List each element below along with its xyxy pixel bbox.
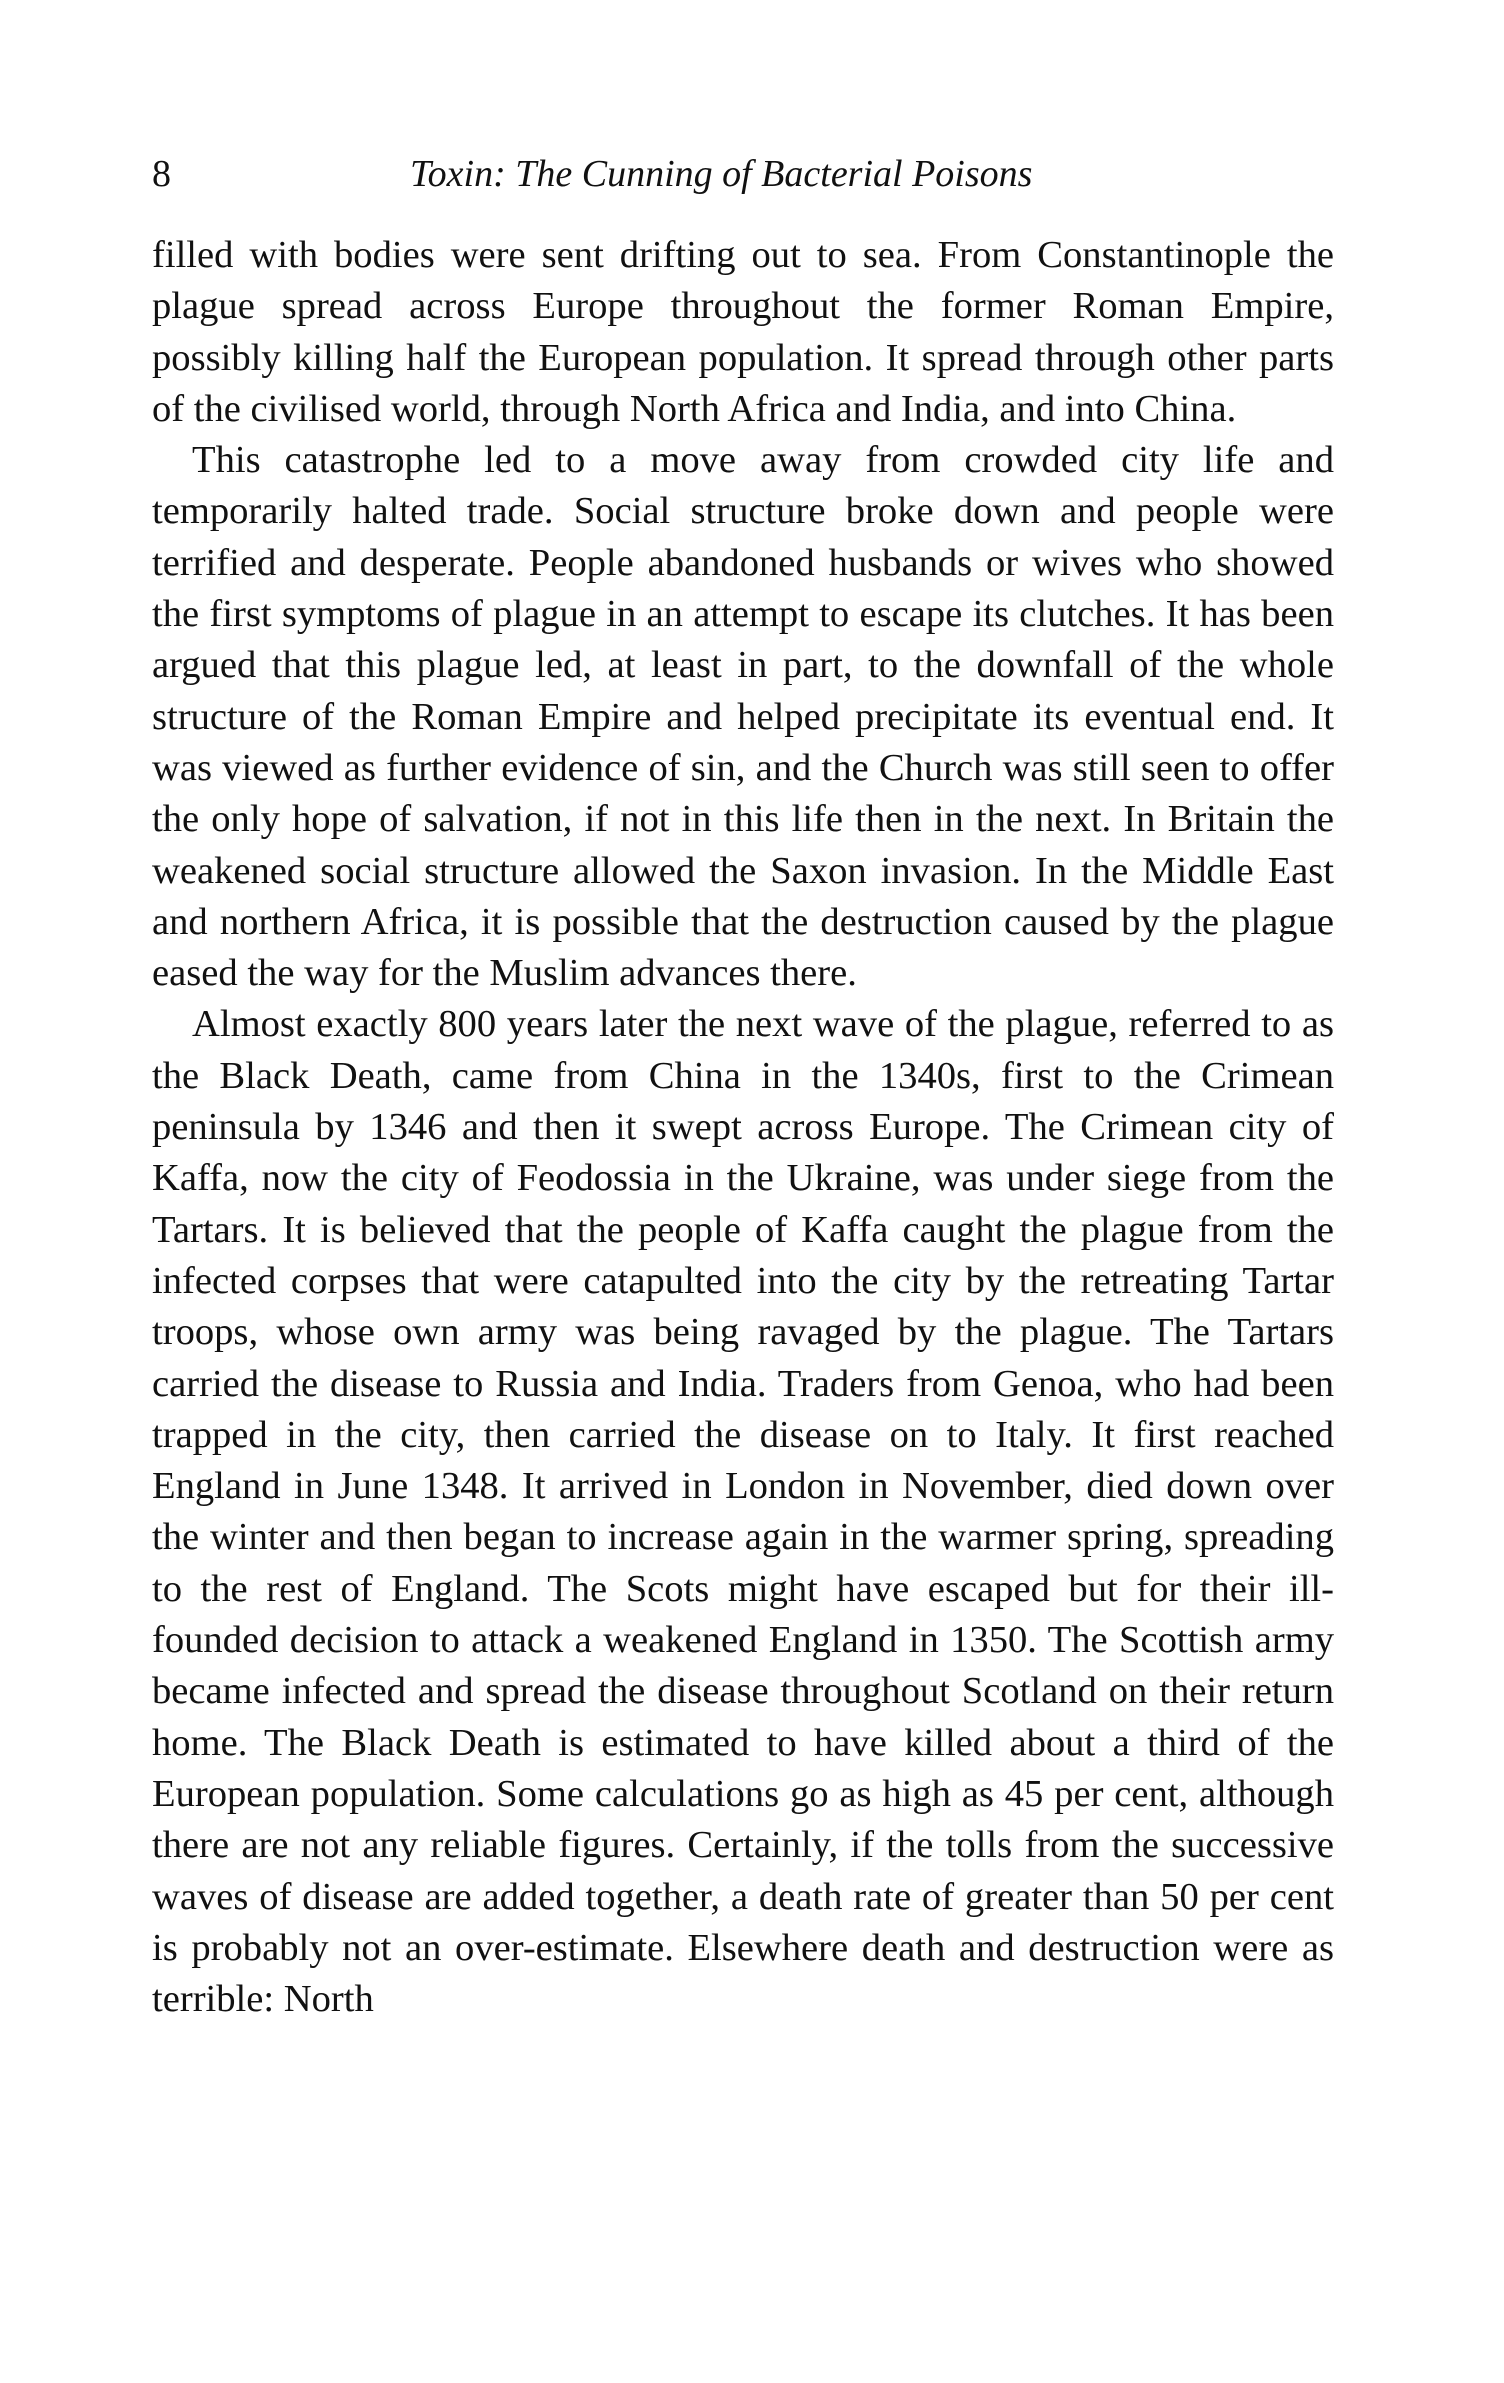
page-number: 8: [152, 153, 171, 195]
paragraph-continued: filled with bodies were sent drifting out to sea. From Constantinople the plague spread across Europe throughout the former Roman Empire, possibly killing half the European population. It spread through other parts of the civilised world, through North Africa and India, and into China.: [152, 234, 1334, 430]
paragraph-black-death: Almost exactly 800 years later the next wave of the plague, referred to as the Black Death, came from China in the 1340s, first to the Crimean peninsula by 1346 and then it swept across Europe. The Crimean city of Kaffa, now the city of Feodossia in the Ukraine, was under siege from the Tartars. It is believed that the people of Kaffa caught the plague from the infected corpses that were catapulted into the city by the retreating Tartar troops, whose own army was being ravaged by the plague. The Tartars carried the disease to Russia and India. Traders from Genoa, who had been trapped in the city, then carried the disease on to Italy. It first reached England in June 1348. It arrived in London in November, died down over the winter and then began to increase again in the warmer spring, spreading to the rest of England. The Scots might have escaped but for their ill-founded decision to attack a weakened England in 1350. The Scottish army became infected and spread the disease throughout Scotland on their return home. The Black Death is estimated to have killed about a third of the European population. Some calculations go as high as 45 per cent, although there are not any reliable figures. Certainly, if the tolls from the successive waves of disease are added together, a death rate of greater than 50 per cent is probably not an over-estimate. Elsewhere death and destruction were as terrible: North: [152, 1003, 1334, 2021]
running-head: [152, 150, 1334, 198]
book-title: Toxin: The Cunning of Bacterial Poisons: [410, 153, 1033, 195]
book-page: [152, 150, 1334, 2025]
body-text: [152, 230, 1334, 2025]
paragraph-catastrophe: This catastrophe led to a move away from crowded city life and temporarily halted trade. Social structure broke down and people were terrified and desperate. People abandoned husbands or wives who showed the first symptoms of plague in an attempt to escape its clutches. It has been argued that this plague led, at least in part, to the downfall of the whole structure of the Roman Empire and helped precipitate its eventual end. It was viewed as further evidence of sin, and the Church was still seen to offer the only hope of salvation, if not in this life then in the next. In Britain the weakened social structure allowed the Saxon invasion. In the Middle East and northern Africa, it is possible that the destruction caused by the plague eased the way for the Muslim advances there.: [152, 439, 1334, 995]
